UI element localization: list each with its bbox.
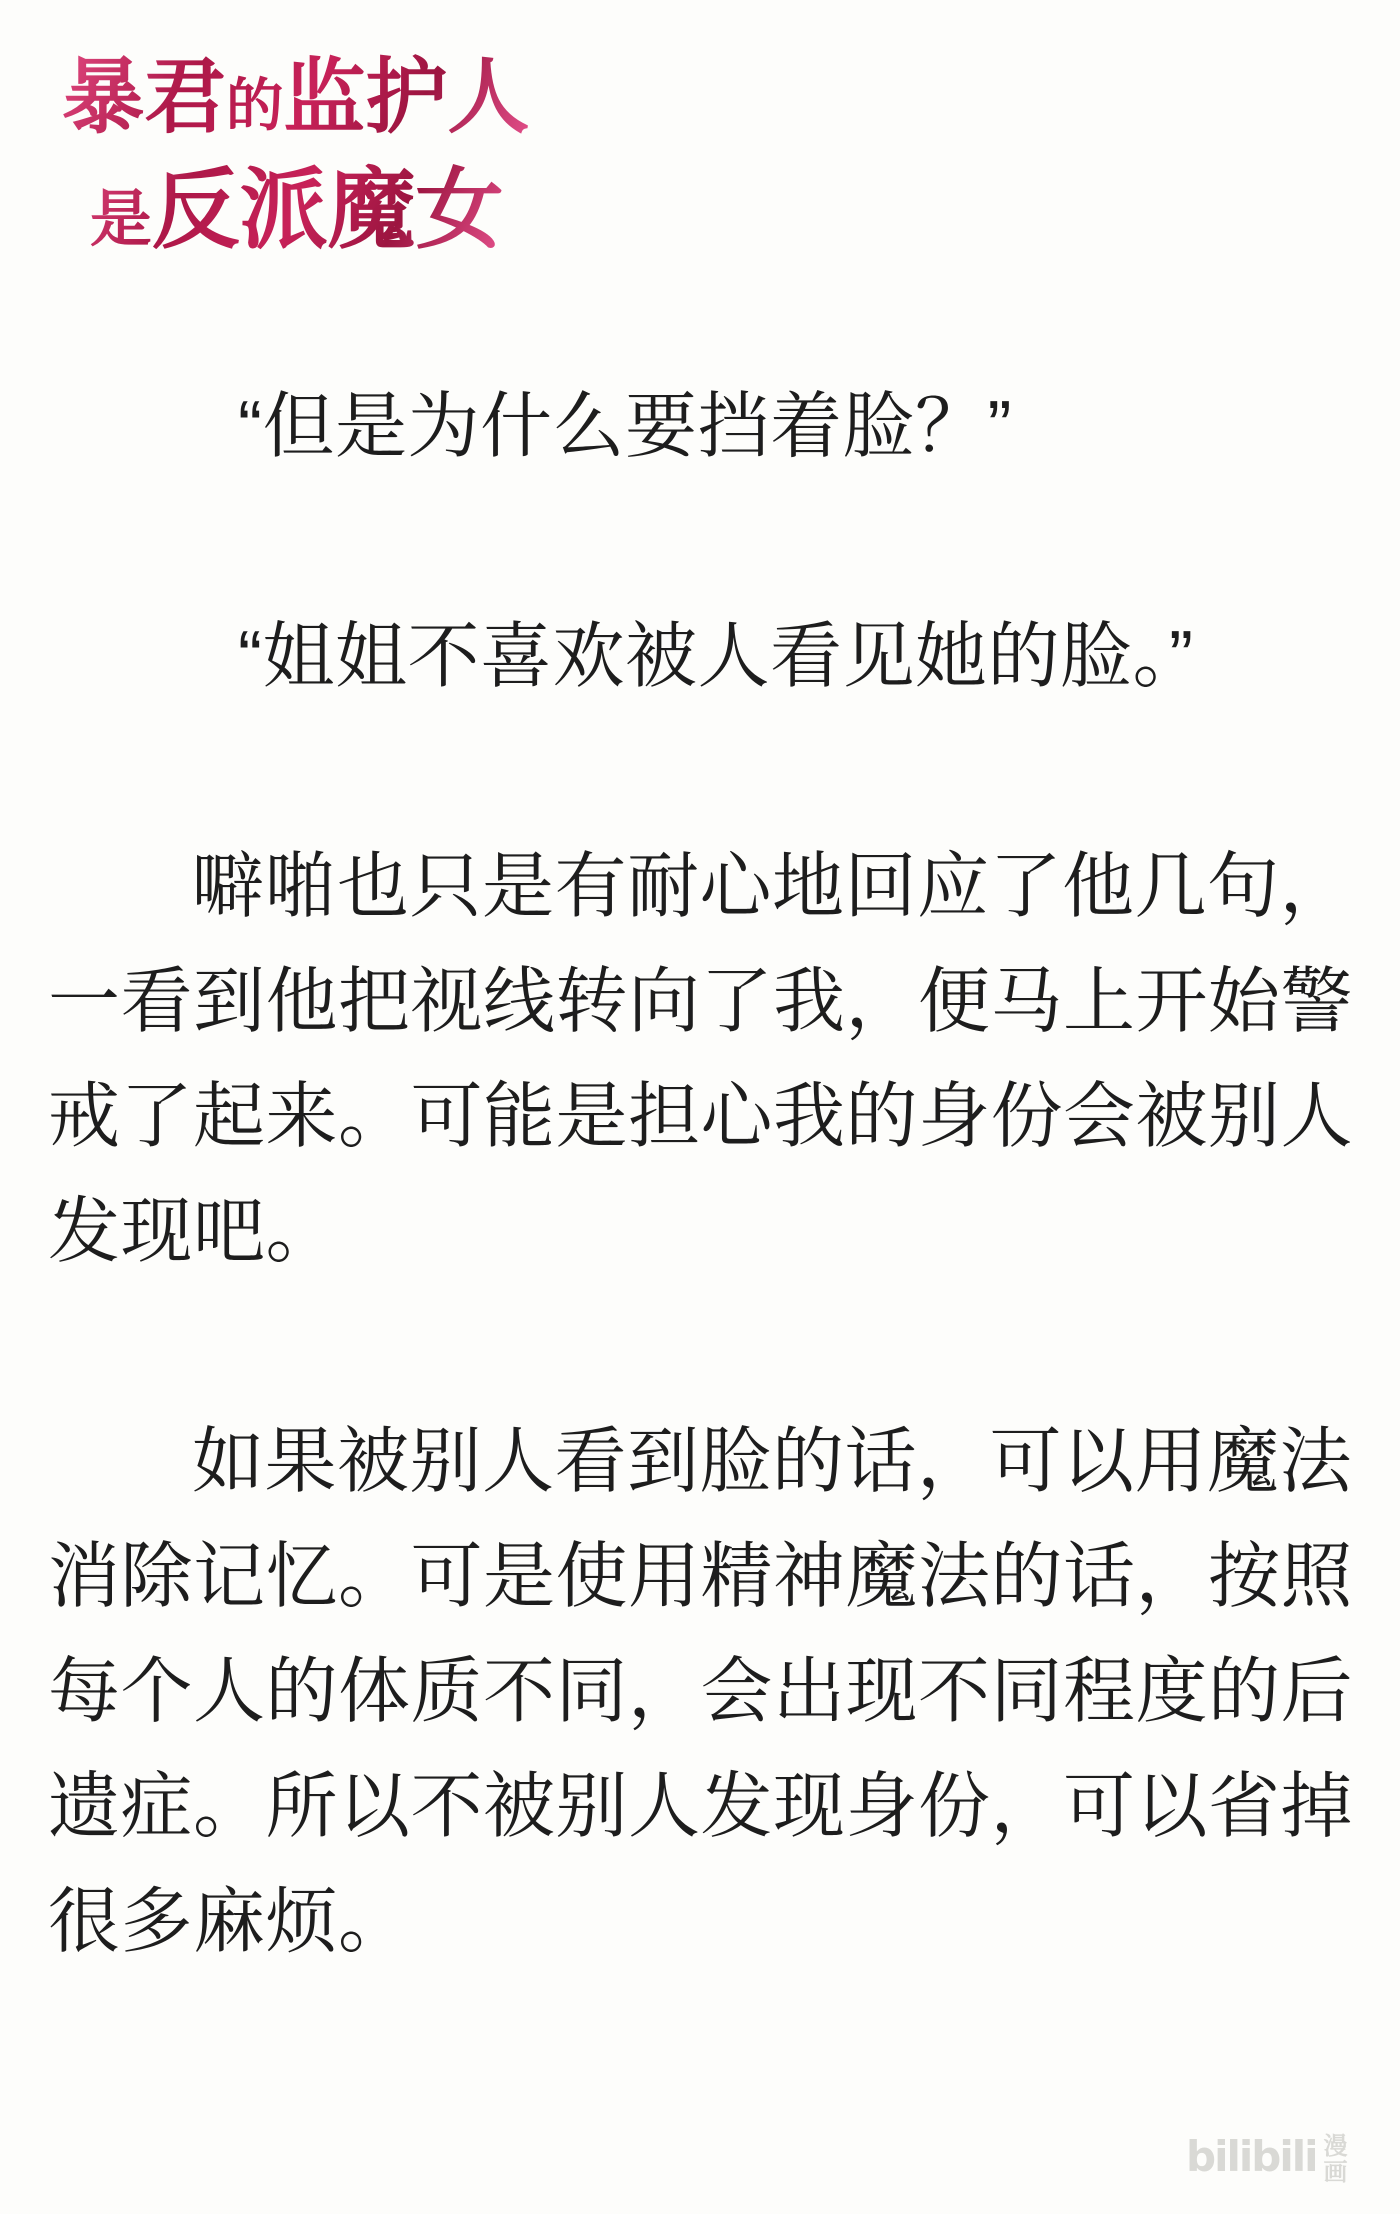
paragraph-dialogue-1 [48, 370, 1354, 485]
bilibili-watermark [1186, 2128, 1348, 2186]
text-line: 噼啪也只是有耐心地回应了他几句， [192, 847, 1353, 927]
text-line: 戒了起来。可能是担心我的身份会被别人 [48, 1077, 1354, 1157]
manga-char-hua: 画 [1323, 2159, 1348, 2186]
text-line: “姐姐不喜欢被人看见她的脸。” [238, 617, 1194, 697]
text-line: 消除记忆。可是使用精神魔法的话，按照 [48, 1537, 1354, 1617]
logo-text-de: 的 [226, 71, 284, 139]
series-logo [62, 42, 529, 268]
text-line: 一看到他把视线转向了我，便马上开始警 [48, 962, 1354, 1042]
logo-text-shi: 是 [90, 182, 152, 255]
paragraph-prose-1 [48, 830, 1354, 1290]
manga-char-man: 漫 [1323, 2133, 1348, 2160]
text-line: 如果被别人看到脸的话，可以用魔法 [192, 1422, 1353, 1502]
logo-text-fanpai-monv: 反派魔女 [151, 157, 504, 261]
manga-label [1324, 2134, 1348, 2186]
logo-title-line1 [62, 42, 529, 160]
paragraph-prose-2 [48, 1405, 1354, 1980]
logo-text-baojun: 暴君 [62, 49, 227, 145]
logo-title-line2 [62, 157, 504, 268]
text-line: 遗症。所以不被别人发现身份，可以省掉 [48, 1767, 1354, 1847]
text-line: “但是为什么要挡着脸？” [238, 387, 1012, 467]
text-line: 发现吧。 [48, 1192, 339, 1272]
novel-text-block [48, 370, 1354, 2095]
paragraph-dialogue-2 [48, 600, 1354, 715]
text-line: 很多麻烦。 [48, 1882, 411, 1962]
bilibili-logo-text: bilibili [1186, 2132, 1317, 2181]
text-line: 每个人的体质不同，会出现不同程度的后 [48, 1652, 1354, 1732]
logo-text-jianhuren: 监护人 [283, 49, 530, 145]
